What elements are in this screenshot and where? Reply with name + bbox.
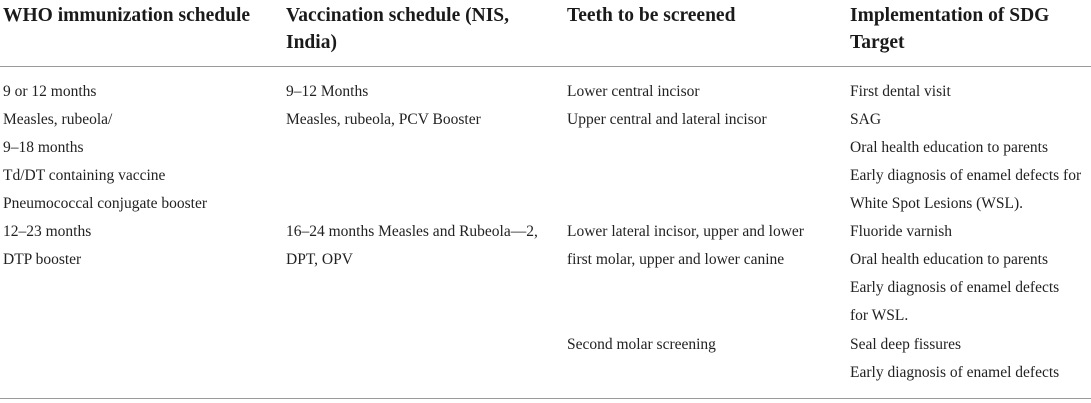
table-cell: Seal deep fissures (850, 336, 962, 353)
table-cell: Upper central and lateral incisor (567, 111, 767, 128)
header-line: Target (850, 32, 905, 53)
table-cell: Second molar screening (567, 336, 716, 353)
table-cell: Oral health education to parents (850, 251, 1048, 268)
header-line: WHO immunization schedule (3, 5, 251, 26)
table-cell: Measles, rubeola, PCV Booster (286, 111, 481, 128)
table-cell: White Spot Lesions (WSL). (850, 195, 1024, 212)
table-cell: 9–12 Months (286, 83, 369, 100)
table-cell: SAG (850, 111, 882, 128)
header-line: Teeth to be screened (567, 5, 736, 26)
table-cell: DTP booster (3, 251, 82, 268)
table-cell: 12–23 months (3, 223, 92, 240)
table-cell: for WSL. (850, 307, 909, 324)
table-cell: 16–24 months Measles and Rubeola—2, (286, 223, 538, 240)
table-cell: Lower lateral incisor, upper and lower (567, 223, 804, 240)
table-bottom-rule (0, 398, 1091, 399)
header-line: India) (286, 32, 337, 53)
table-cell: Oral health education to parents (850, 139, 1048, 156)
header-divider (0, 66, 1091, 67)
table-cell: first molar, upper and lower canine (567, 251, 785, 268)
table-cell: First dental visit (850, 83, 951, 100)
table-cell: 9–18 months (3, 139, 84, 156)
table-cell: 9 or 12 months (3, 83, 97, 100)
table-cell: Lower central incisor (567, 83, 700, 100)
table-cell: Fluoride varnish (850, 223, 953, 240)
table-cell: Td/DT containing vaccine (3, 167, 166, 184)
table-cell: Pneumococcal conjugate booster (3, 195, 208, 212)
table-cell: Early diagnosis of enamel defects (850, 364, 1060, 381)
table-cell: Measles, rubeola/ (3, 111, 113, 128)
table-cell: Early diagnosis of enamel defects for (850, 167, 1082, 184)
table-cell: Early diagnosis of enamel defects (850, 279, 1060, 296)
table-cell: DPT, OPV (286, 251, 353, 268)
header-line: Implementation of SDG (850, 5, 1050, 26)
header-line: Vaccination schedule (NIS, (286, 5, 510, 26)
